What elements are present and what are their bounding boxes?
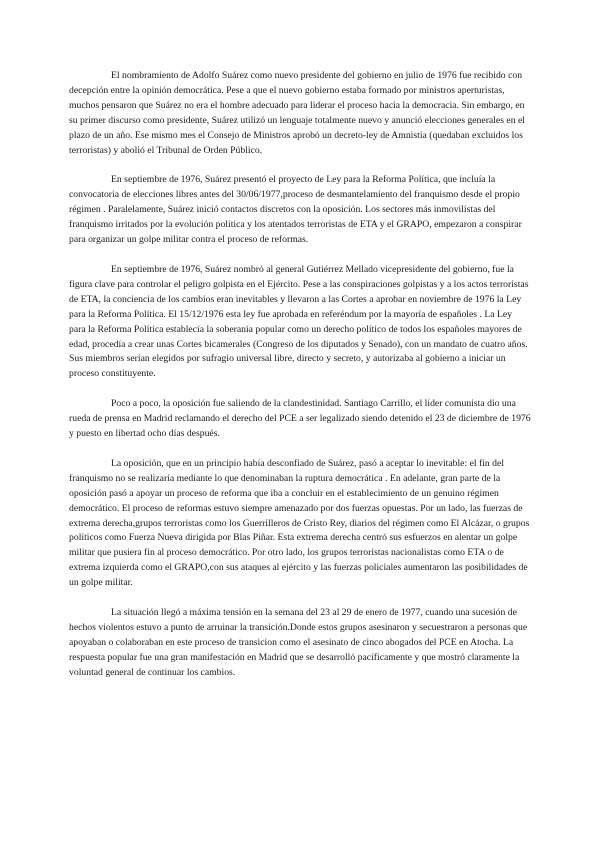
paragraph-maximum-tension: La situación llegó a máxima tensión en la semana del 23 al 29 de enero de 1977, cuando una sucesión de hechos violentos estuvo a punto de arruinar la transición.Donde estos grupos asesinaron y secuestraron a personas que apoyaban o colaboraban en este proceso de transicion como el asesinato de cinco abogados del PCE en Atocha. La respuesta popular fue una gran manifestación en Madrid que se desarrolló pacíficamente y que mostró claramente la voluntad general de continuar los cambios. (69, 607, 528, 678)
paragraph-suarez-appointment: El nombramiento de Adolfo Suárez como nuevo presidente del gobierno en julio de 1976 fue recibido con decepción entre la opinión democrática. Pese a que el nuevo gobierno estaba formado por ministros aperturistas, muchos pensaron que Suárez no era el hombre adecuado para liderar el proceso hacia la democracia. Sin embargo, en su primer discurso como presidente, Suárez utilizó un lenguaje totalmente nuevo y anunció elecciones generales en el plazo de un año. Ese mismo mes el Consejo de Ministros aprobó un decreto-ley de Amnistía (quedaban excluidos los terroristas) y abolió el Tribunal de Orden Público. (69, 70, 525, 156)
paragraph-opposition-acceptance: La oposición, que en un principio había desconfiado de Suárez, pasó a aceptar lo inevitable: el fin del franquismo no se realizaría mediante lo que denominaban la ruptura democrática . En adelante, gran parte de la oposición pasó a apoyar un proceso de reforma que iba a concluir en el establecimiento de un genuino régimen democrático. El proceso de reformas estuvo siempre amenazado por dos fuerzas opuestas. Por un lado, las fuerzas de extrema derecha,grupos terroristas como los Guerrilleros de Cristo Rey, diarios del régimen como El Alcázar, o grupos políticos como Fuerza Nueva dirigida por Blas Piñar. Esta extrema derecha centró sus esfuerzos en alentar un golpe militar que pusiera fin al proceso democrático. Por otro lado, los grupos terroristas nacionalistas como ETA o de extrema izquierda como el GRAPO,con sus ataques al ejército y las fuerzas policiales aumentaron las posibilidades de un golpe militar. (69, 457, 530, 589)
paragraph-political-reform-project: En septiembre de 1976, Suárez presentó el proyecto de Ley para la Reforma Política, que incluía la convocatoria de elecciones libres antes del 30/06/1977,proceso de desmantelamiento del franquismo desde el propio régimen . Paralelamente, Suárez inició contactos discretos con la oposición. Los sectores más inmovilistas del franquismo irritados por la evolución política y los atentados terroristas de ETA y el GRAPO, empezaron a conspirar para organizar un golpe militar contra el proceso de reformas. (69, 174, 522, 246)
paragraph-gutierrez-mellado: En septiembre de 1976, Suárez nombró al general Gutiérrez Mellado vicepresidente del gobierno, fue la figura clave para controlar el peligro golpista en el Ejército. Pese a las conspiraciones golpistas y a los actos terroristas de ETA, la conciencia de los cambios eran inevitables y llevaron a las Cortes a aprobar en noviembre de 1976 la Ley para la Reforma Política. El 15/12/1976 esta ley fue aprobada en referéndum por la mayoría de españoles . La Ley para la Reforma Política establecía la soberanía popular como un derecho político de todos los españoles mayores de edad, procedía a crear unas Cortes bicamerales (Congreso de los diputados y Senado), con un mandato de cuatro años. Sus miembros serían elegidos por sufragio universal libre, directo y secreto, y autorizaba al gobierno a iniciar un proceso constituyente. (69, 263, 529, 380)
body-text (69, 69, 531, 696)
paragraph-opposition-clandestinity: Poco a poco, la oposición fue saliendo de la clandestinidad. Santiago Carrillo, el líder comunista dio una rueda de prensa en Madrid reclamando el derecho del PCE a ser legalizado siendo detenido el 23 de diciembre de 1976 y puesto en libertad ocho días después. (69, 398, 531, 440)
